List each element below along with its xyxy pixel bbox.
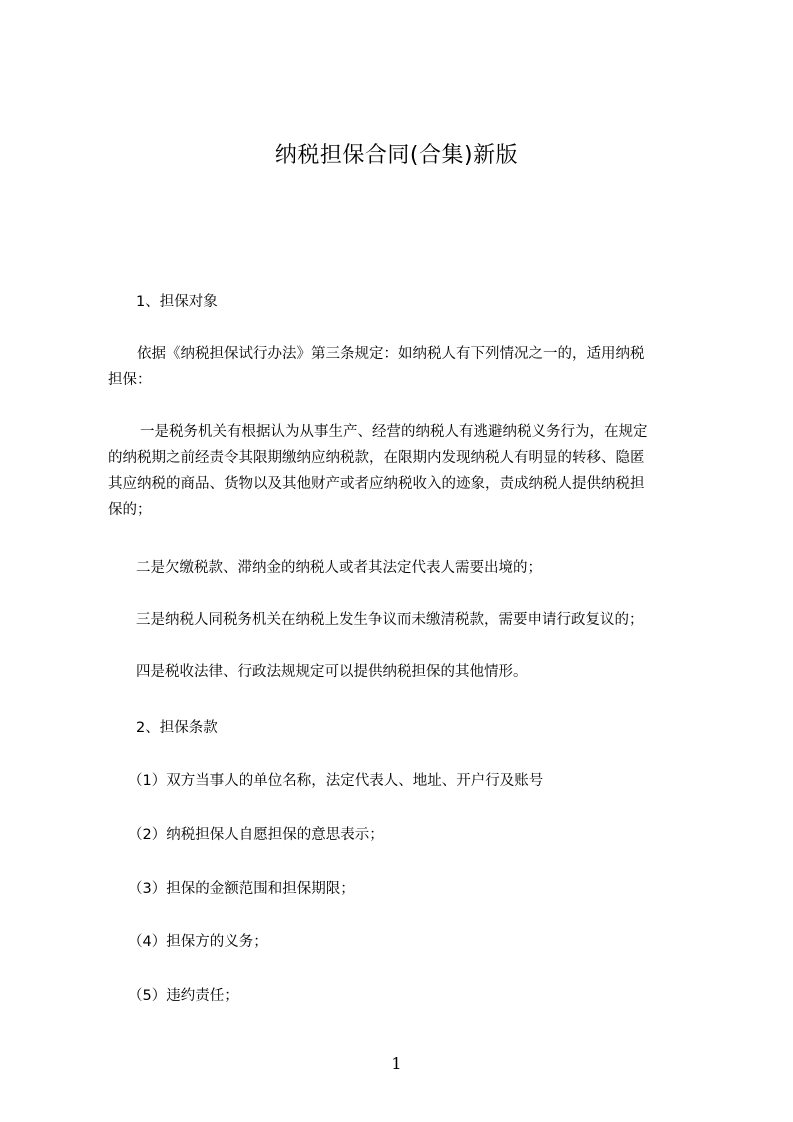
clause-5: （5）违约责任； bbox=[128, 988, 239, 1004]
item3-paragraph: 三是纳税人同税务机关在纳税上发生争议而未缴清税款，需要申请行政复议的； bbox=[136, 612, 644, 628]
section1-heading: 1、担保对象 bbox=[136, 294, 218, 310]
section2-heading: 2、担保条款 bbox=[136, 720, 218, 736]
item4-paragraph: 四是税收法律、行政法规规定可以提供纳税担保的其他情形。 bbox=[136, 664, 528, 680]
item1-line-3: 其应纳税的商品、货物以及其他财产或者应纳税收入的迹象，责成纳税人提供纳税担 bbox=[108, 476, 645, 492]
item1-line-4: 保的； bbox=[108, 502, 152, 518]
intro-paragraph bbox=[108, 341, 645, 393]
intro-line-1: 依据《纳税担保试行办法》第三条规定：如纳税人有下列情况之一的，适用纳税 bbox=[137, 346, 645, 362]
item1-line-2: 的纳税期之前经责令其限期缴纳应纳税款，在限期内发现纳税人有明显的转移、隐匿 bbox=[108, 450, 645, 466]
item1-paragraph bbox=[108, 419, 648, 523]
clause-2: （2）纳税担保人自愿担保的意思表示； bbox=[128, 827, 384, 843]
document-title: 纳税担保合同(合集)新版 bbox=[274, 143, 519, 168]
intro-line-2: 担保： bbox=[108, 372, 152, 388]
item2-paragraph: 二是欠缴税款、滞纳金的纳税人或者其法定代表人需要出境的； bbox=[136, 560, 542, 576]
page-number: 1 bbox=[391, 1054, 402, 1073]
clause-3: （3）担保的金额范围和担保期限； bbox=[128, 881, 355, 897]
clause-4: （4）担保方的义务； bbox=[128, 934, 268, 950]
item1-line-1: 一是税务机关有根据认为从事生产、经营的纳税人有逃避纳税义务行为，在规定 bbox=[140, 424, 648, 440]
clause-1: （1）双方当事人的单位名称，法定代表人、地址、开户行及账号 bbox=[128, 773, 544, 789]
